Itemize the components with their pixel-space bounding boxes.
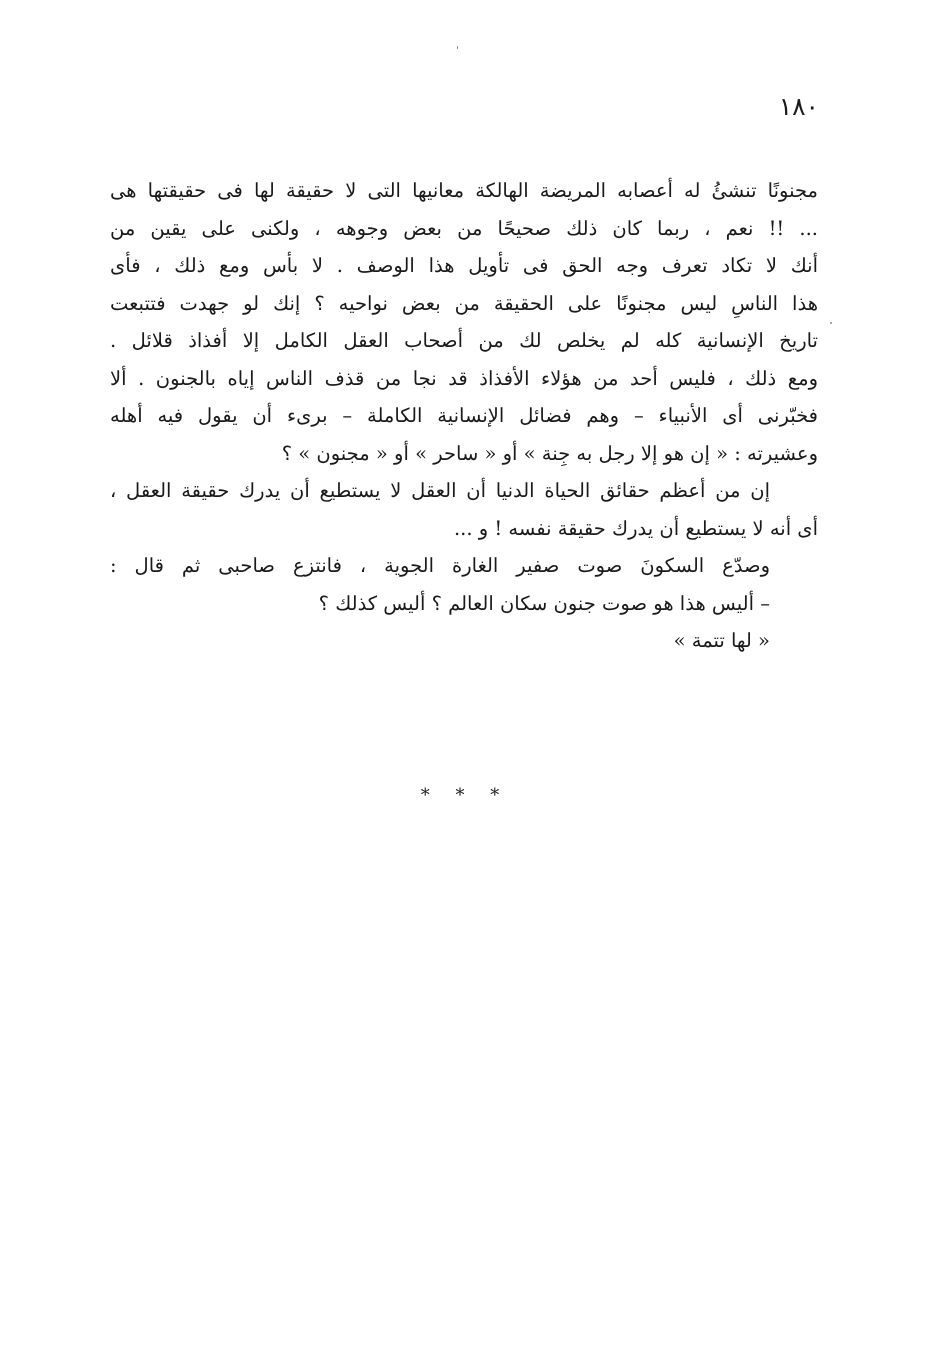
page-number: ١٨٠ — [778, 92, 819, 121]
text-line: وعشيرته : « إن هو إلا رجل به جِنة » أو « ساحر » أو « مجنون » ؟ — [281, 441, 818, 465]
text-line: هذا الناسِ ليس مجنونًا على الحقيقة من بعض نواحيه ؟ إنك لو جهدت فتتبعت — [110, 291, 818, 315]
text-line: ومع ذلك ، فليس أحد من هؤلاء الأفذاذ قد نجا من قذف الناس إياه بالجنون . ألا — [110, 366, 818, 390]
dialog-line: – أليس هذا هو صوت جنون سكان العالم ؟ أليس كذلك ؟ — [318, 591, 770, 615]
text-line: ... !! نعم ، ربما كان ذلك صحيحًا من بعض وجوهه ، ولكنى على يقين من — [110, 216, 818, 240]
body-text — [110, 172, 818, 660]
text-line: تاريخ الإنسانية كله لم يخلص لك من أصحاب العقل الكامل إلا أفذاذ قلائل . — [110, 329, 818, 352]
scan-speck — [457, 46, 458, 49]
text-line: أنك لا تكاد تعرف وجه الحق فى تأويل هذا الوصف . لا بأس ومع ذلك ، فأى — [110, 254, 818, 277]
text-line: أى أنه لا يستطيع أن يدرك حقيقة نفسه ! و ... — [453, 516, 818, 540]
text-line: فخبّرنى أى الأنبياء – وهم فضائل الإنسانية الكاملة – برىء أن يقول فيه أهله — [110, 404, 818, 427]
text-line: مجنونًا تنشئُ له أعصابه المريضة الهالكة معانيها التى لا حقيقة لها فى حقيقتها هى — [110, 179, 818, 202]
section-break: * * * — [420, 785, 510, 806]
text-line: إن من أعظم حقائق الحياة الدنيا أن العقل لا يستطيع أن يدرك حقيقة العقل ، — [110, 479, 770, 502]
scan-speck — [830, 322, 832, 324]
continued-note: « لها تتمة » — [673, 629, 770, 652]
text-line: وصدّع السكونَ صوت صفير الغارة الجوية ، فانتزع صاحبى ثم قال : — [110, 554, 770, 577]
